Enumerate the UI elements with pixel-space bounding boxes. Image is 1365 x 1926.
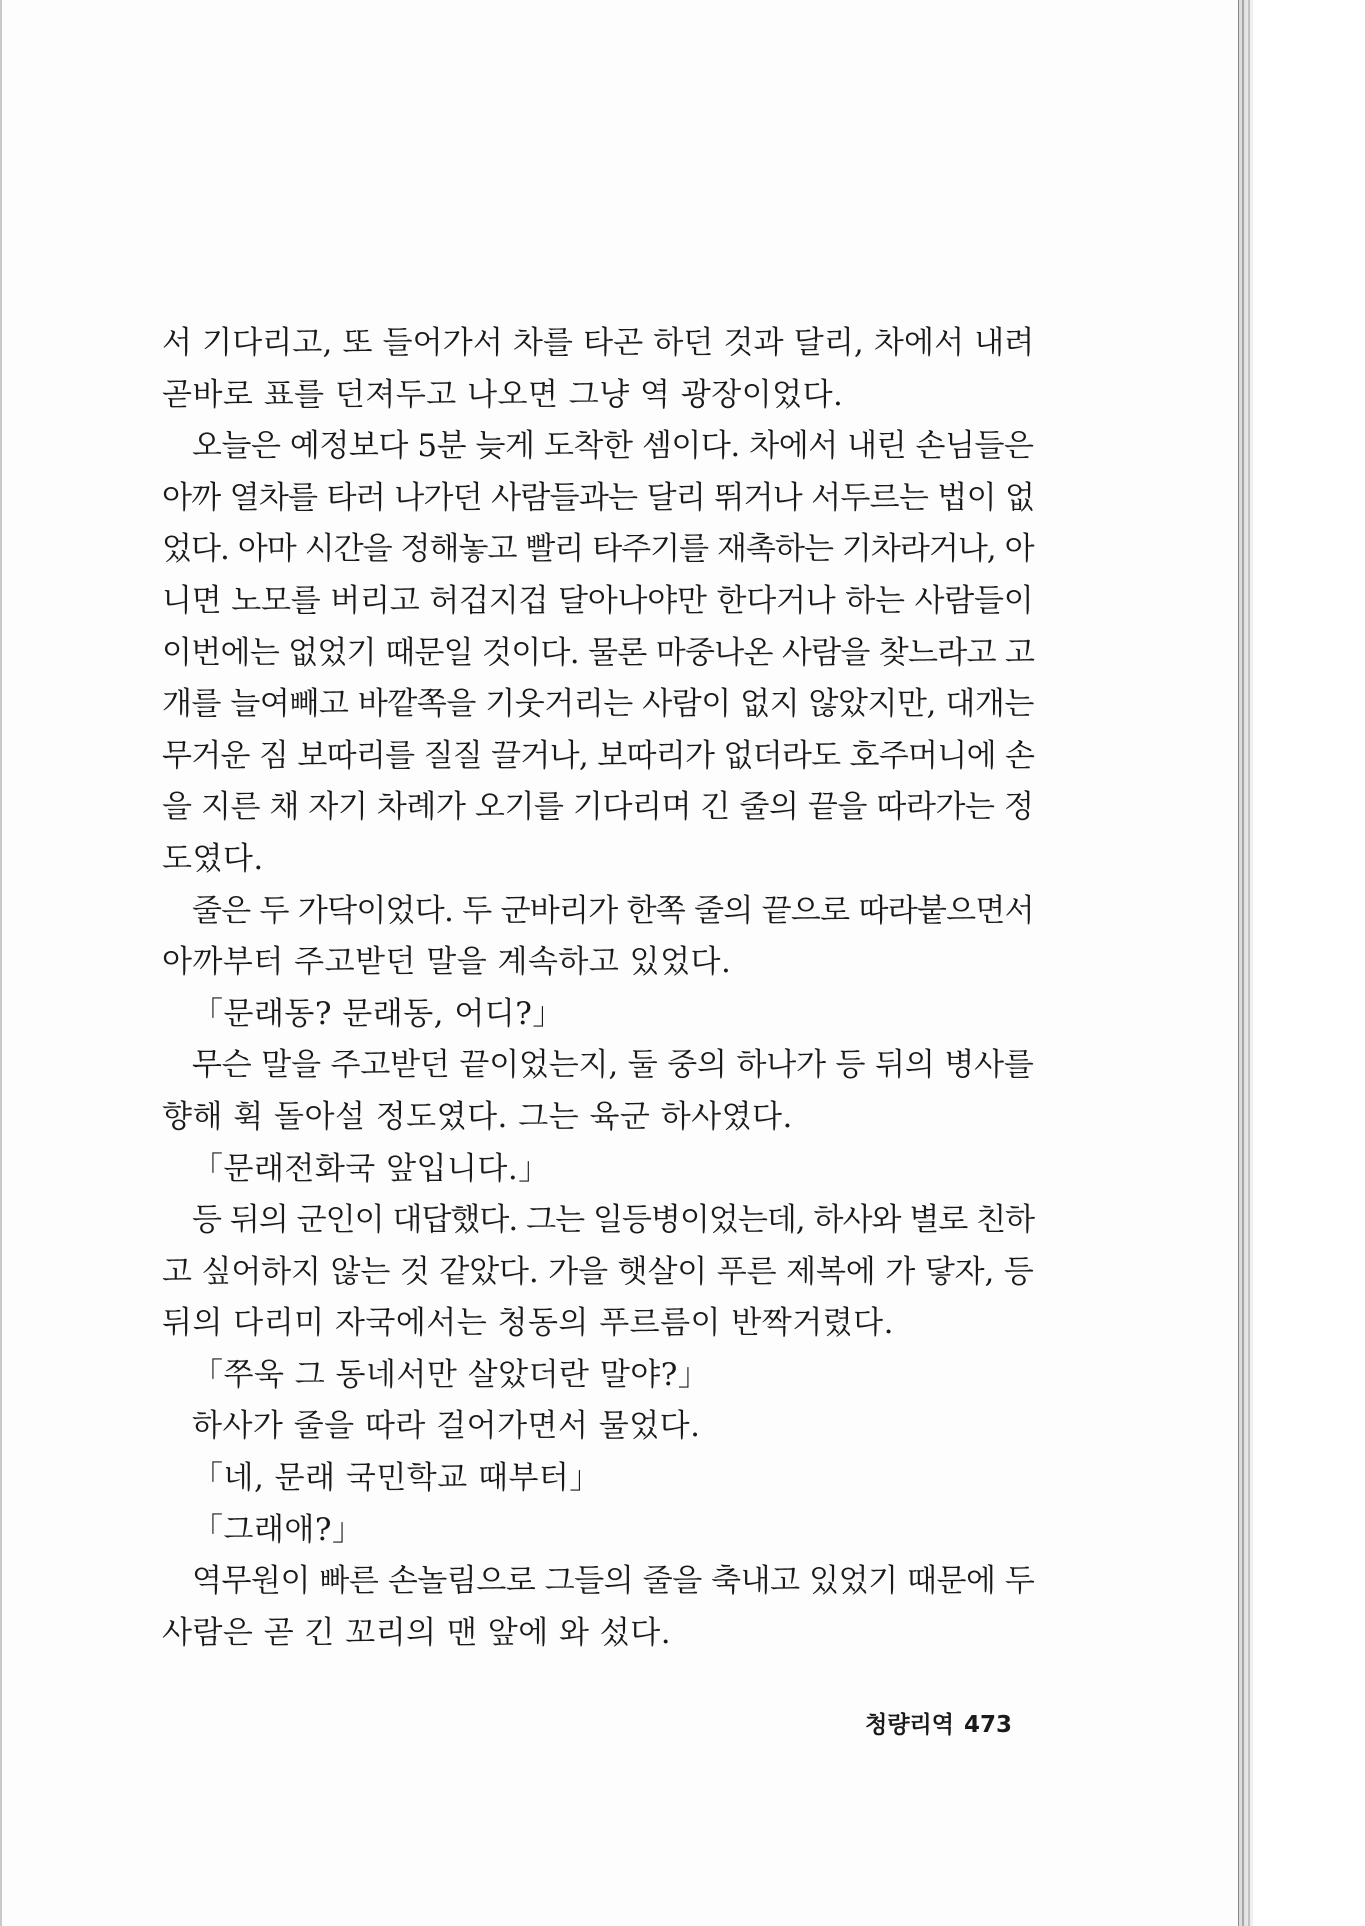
text-line: 「문래동? 문래동, 어디?」 <box>192 995 564 1032</box>
text-line: 「그래애?」 <box>192 1511 364 1548</box>
text-line: 을 지른 채 자기 차례가 오기를 기다리며 긴 줄의 끝을 따라가는 정 <box>162 789 1034 826</box>
page-edge <box>1242 0 1244 1926</box>
text-line: 무슨 말을 주고받던 끝이었는지, 둘 중의 하나가 등 뒤의 병사를 <box>192 1047 1034 1084</box>
text-line: 향해 휙 돌아설 정도였다. 그는 육군 하사였다. <box>162 1098 793 1135</box>
text-line: 도였다. <box>162 840 264 877</box>
text-line: 오늘은 예정보다 5분 늦게 도착한 셈이다. 차에서 내린 손님들은 <box>192 428 1034 465</box>
text-line: 하사가 줄을 따라 걸어가면서 물었다. <box>192 1408 701 1445</box>
text-line: 사람은 곧 긴 꼬리의 맨 앞에 와 섰다. <box>162 1614 672 1651</box>
text-line: 고 싶어하지 않는 것 같았다. 가을 햇살이 푸른 제복에 가 닿자, 등 <box>162 1253 1034 1290</box>
text-line: 등 뒤의 군인이 대답했다. 그는 일등병이었는데, 하사와 별로 친하 <box>192 1202 1035 1239</box>
page-number: 473 <box>963 1712 1012 1738</box>
text-line: 「쭈욱 그 동네서만 살았더란 말야?」 <box>192 1356 710 1393</box>
page-edge <box>1248 0 1250 1926</box>
text-line: 무거운 짐 보따리를 질질 끌거나, 보따리가 없더라도 호주머니에 손 <box>162 737 1035 774</box>
text-line: 니면 노모를 버리고 허겁지겁 달아나야만 한다거나 하는 사람들이 <box>162 582 1034 619</box>
text-line: 이번에는 없었기 때문일 것이다. 물론 마중나온 사람을 찾느라고 고 <box>162 634 1035 671</box>
running-title: 청량리역 <box>865 1712 954 1738</box>
text-line: 었다. 아마 시간을 정해놓고 빨리 타주기를 재촉하는 기차라거나, 아 <box>162 531 1034 568</box>
running-footer <box>862 1706 1012 1739</box>
text-line: 개를 늘여빼고 바깥쪽을 기웃거리는 사람이 없지 않았지만, 대개는 <box>162 686 1034 723</box>
text-line: 역무원이 빠른 손놀림으로 그들의 줄을 축내고 있었기 때문에 두 <box>192 1563 1035 1600</box>
text-line: 서 기다리고, 또 들어가서 차를 타곤 하던 것과 달리, 차에서 내려 <box>162 325 1035 361</box>
text-line: 아까부터 주고받던 말을 계속하고 있었다. <box>162 944 732 981</box>
text-line: 줄은 두 가닥이었다. 두 군바리가 한쪽 줄의 끝으로 따라붙으면서 <box>192 892 1034 929</box>
text-line: 「네, 문래 국민학교 때부터」 <box>192 1460 601 1497</box>
text-line: 곧바로 표를 던져두고 나오면 그냥 역 광장이었다. <box>162 376 844 413</box>
body-text <box>162 318 1034 1659</box>
text-line: 「문래전화국 앞입니다.」 <box>192 1150 550 1187</box>
text-line: 아까 열차를 타러 나가던 사람들과는 달리 뛰거나 서두르는 법이 없 <box>162 479 1035 516</box>
text-line: 뒤의 다리미 자국에서는 청동의 푸르름이 반짝거렸다. <box>162 1305 894 1342</box>
